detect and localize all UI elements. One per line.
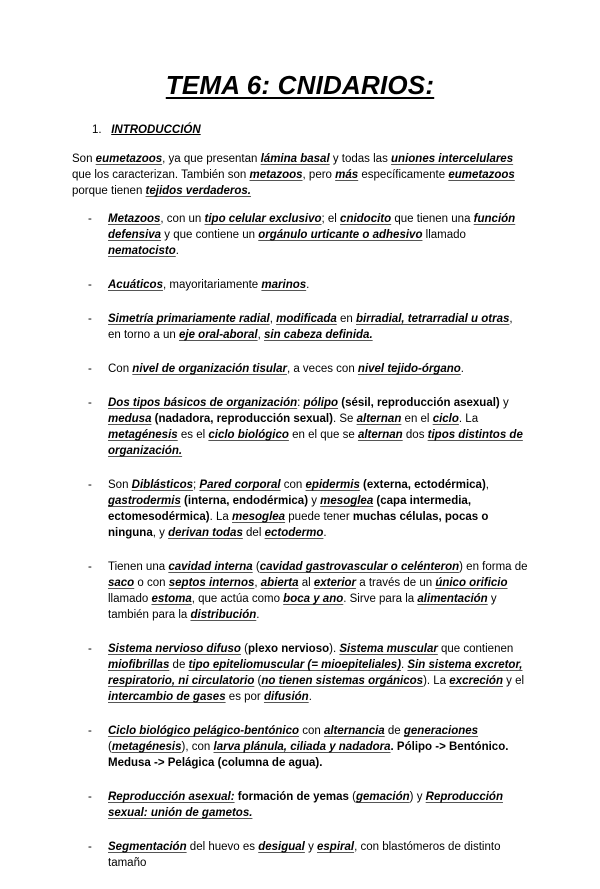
bold-text: plexo nervioso	[247, 643, 330, 655]
text-run: y todas las	[329, 153, 392, 165]
text-run: en el	[401, 413, 433, 425]
key-term: distribución	[190, 609, 257, 621]
text-run: en	[336, 313, 357, 325]
text-run: .	[256, 609, 260, 621]
key-term: Acuáticos	[108, 279, 163, 291]
section-heading	[92, 124, 201, 136]
page-title: TEMA 6: CNIDARIOS:	[165, 70, 435, 100]
list-item	[88, 723, 528, 771]
key-term: estoma	[151, 593, 192, 605]
bold-text: (nadadora, reproducción sexual)	[151, 413, 333, 425]
text-run: (	[254, 675, 262, 687]
key-term: Simetría primariamente radial	[108, 313, 270, 325]
text-run: , ya que presentan	[162, 153, 261, 165]
key-term: eumetazoos	[95, 153, 163, 165]
text-run: .	[401, 659, 408, 671]
text-run: ). La	[423, 675, 450, 687]
text-run: de	[169, 659, 189, 671]
text-run: porque tienen	[72, 185, 146, 197]
key-term: ectodermo	[264, 527, 324, 539]
key-term: Sistema muscular	[339, 643, 438, 655]
text-run: (	[252, 561, 260, 573]
key-term: alternancia	[323, 725, 385, 737]
key-term: tipos distintos de organización.	[108, 429, 523, 457]
key-term: epidermis	[305, 479, 360, 491]
text-run: ,	[254, 577, 261, 589]
text-run: ,	[485, 479, 489, 491]
section-number: 1.	[92, 124, 102, 136]
text-run: .	[306, 279, 310, 291]
key-term: cnidocito	[340, 213, 392, 225]
key-term: gemación	[355, 791, 410, 803]
text-run: y	[499, 397, 509, 409]
text-run: con	[299, 725, 324, 737]
text-run: ), con	[181, 741, 214, 753]
text-run: .	[460, 363, 464, 375]
text-run: .	[175, 245, 179, 257]
key-term: lámina basal	[260, 153, 330, 165]
text-run: que tienen una	[391, 213, 474, 225]
intro-paragraph	[72, 151, 527, 199]
key-term: metagénesis	[111, 741, 182, 753]
text-run: .	[308, 691, 312, 703]
text-run: en el que se	[288, 429, 358, 441]
text-run: , mayoritariamente	[162, 279, 262, 291]
key-term: intercambio de gases	[108, 691, 226, 703]
text-run: ).	[329, 643, 340, 655]
bold-text: (externa, ectodérmica)	[359, 479, 486, 491]
text-run: :	[297, 397, 304, 409]
text-run: , con blastómeros de distinto tamaño	[108, 841, 501, 869]
key-term: uniones intercelulares	[391, 153, 514, 165]
list-item	[88, 477, 528, 541]
list-item	[88, 311, 528, 343]
text-run: Son	[108, 479, 132, 491]
list-item	[88, 395, 528, 459]
key-term: Pared corporal	[199, 479, 281, 491]
section-title: INTRODUCCIÓN	[111, 124, 201, 136]
key-term: boca y ano	[283, 593, 344, 605]
key-term: mesoglea	[232, 511, 286, 523]
key-term: sin cabeza definida.	[264, 329, 373, 341]
key-term: Diblásticos	[131, 479, 194, 491]
text-run: de	[384, 725, 404, 737]
key-term: modificada	[276, 313, 337, 325]
text-run: dos	[402, 429, 428, 441]
key-term: cavidad interna	[168, 561, 253, 573]
text-run: , en torno a un	[108, 313, 513, 341]
key-term: Reproducción asexual:	[108, 791, 235, 803]
text-run: ,	[257, 329, 264, 341]
key-term: Reproducción sexual: unión de gametos.	[108, 791, 503, 819]
text-run: y	[304, 841, 318, 853]
text-run: ) y	[409, 791, 426, 803]
key-term: alimentación	[417, 593, 488, 605]
text-run: (	[240, 643, 248, 655]
key-term: ciclo biológico	[208, 429, 289, 441]
list-item	[88, 559, 528, 623]
key-term: más	[335, 169, 359, 181]
key-term: nivel tejido-órgano	[357, 363, 461, 375]
text-run: llamado	[108, 593, 152, 605]
text-run: del	[242, 527, 265, 539]
key-term: desigual	[258, 841, 305, 853]
key-term: Segmentación	[108, 841, 187, 853]
key-term: abierta	[260, 577, 299, 589]
text-run: (	[108, 741, 112, 753]
text-run: llamado	[422, 229, 466, 241]
key-term: nematocisto	[108, 245, 176, 257]
text-run: y el	[502, 675, 525, 687]
text-run: y	[308, 495, 321, 507]
list-item	[88, 641, 528, 705]
key-term: birradial, tetrarradial u otras	[356, 313, 510, 325]
key-term: medusa	[108, 413, 152, 425]
key-term: cavidad gastrovascular o celénteron	[259, 561, 460, 573]
key-term: metagénesis	[108, 429, 178, 441]
key-term: derivan todas	[168, 527, 243, 539]
key-term: tipo celular exclusivo	[204, 213, 322, 225]
key-term: pólipo	[303, 397, 339, 409]
text-run: ,	[269, 313, 277, 325]
key-term: ciclo	[432, 413, 459, 425]
key-term: gastrodermis	[108, 495, 181, 507]
text-run: ; el	[321, 213, 341, 225]
text-run: Son	[72, 153, 96, 165]
key-term: alternan	[356, 413, 402, 425]
text-run: , y	[152, 527, 169, 539]
list-item	[88, 211, 528, 259]
key-term: larva plánula, ciliada y nadadora	[213, 741, 391, 753]
key-term: nivel de organización tisular	[132, 363, 287, 375]
key-term: mesoglea	[320, 495, 374, 507]
list-item	[88, 361, 528, 377]
key-term: eje oral-aboral	[178, 329, 258, 341]
key-term: espiral	[317, 841, 355, 853]
bold-text: (interna, endodérmica)	[180, 495, 309, 507]
text-run: Tienen una	[108, 561, 169, 573]
text-run: . Sirve para la	[343, 593, 418, 605]
text-run: con	[280, 479, 306, 491]
text-run: , que actúa como	[191, 593, 284, 605]
key-term: Ciclo biológico pelágico-bentónico	[108, 725, 300, 737]
text-run: , a veces con	[286, 363, 358, 375]
key-term: eumetazoos	[448, 169, 515, 181]
text-run: es el	[177, 429, 209, 441]
text-run: al	[298, 577, 314, 589]
key-term: septos internos	[168, 577, 255, 589]
key-term: generaciones	[403, 725, 479, 737]
key-term: exterior	[313, 577, 357, 589]
key-term: saco	[108, 577, 135, 589]
text-run: ) en forma de	[459, 561, 528, 573]
text-run: , con un	[160, 213, 205, 225]
text-run: y que contiene un	[161, 229, 259, 241]
text-run: . Se	[332, 413, 357, 425]
key-term: excreción	[449, 675, 503, 687]
key-term: no tienen sistemas orgánicos	[261, 675, 424, 687]
bold-text: (sésil, reproducción asexual)	[338, 397, 500, 409]
list-item	[88, 839, 528, 871]
key-term: alternan	[357, 429, 403, 441]
text-run: ;	[193, 479, 200, 491]
key-term: Sistema nervioso difuso	[108, 643, 241, 655]
text-run: , pero	[302, 169, 336, 181]
text-run: .	[323, 527, 327, 539]
list-item	[88, 277, 528, 293]
key-term: Metazoos	[108, 213, 161, 225]
bold-text: . Pólipo -> Bentónico. Medusa -> Pelágica (columna de agua).	[108, 741, 509, 769]
key-term: Sin sistema excretor, respiratorio, ni circulatorio	[108, 659, 523, 687]
bold-text: (capa intermedia, ectomesodérmica)	[108, 495, 472, 523]
text-run: (	[348, 791, 356, 803]
text-run: o con	[134, 577, 169, 589]
text-run: puede tener	[285, 511, 353, 523]
text-run: es por	[225, 691, 264, 703]
key-term: único orificio	[435, 577, 508, 589]
bold-text: muchas células, pocas o ninguna	[108, 511, 489, 539]
key-term: orgánulo urticante o adhesivo	[258, 229, 423, 241]
key-term: tejidos verdaderos.	[145, 185, 252, 197]
text-run: específicamente	[358, 169, 449, 181]
text-run: a través de un	[356, 577, 436, 589]
key-term: tipo epiteliomuscular (= mioepiteliales)	[188, 659, 402, 671]
text-run: que contienen	[437, 643, 514, 655]
key-term: miofibrillas	[108, 659, 170, 671]
text-run: . La	[209, 511, 233, 523]
text-run: Con	[108, 363, 133, 375]
key-term: difusión	[263, 691, 309, 703]
key-term: Dos tipos básicos de organización	[108, 397, 298, 409]
text-run: del huevo es	[186, 841, 259, 853]
text-run: que los caracterizan. También son	[72, 169, 250, 181]
bullet-list	[88, 211, 528, 889]
key-term: metazoos	[249, 169, 303, 181]
key-term: función defensiva	[108, 213, 516, 241]
bold-text: formación de yemas	[234, 791, 349, 803]
list-item	[88, 789, 528, 821]
key-term: marinos	[261, 279, 307, 291]
text-run: y también para la	[108, 593, 497, 621]
text-run: . La	[458, 413, 479, 425]
